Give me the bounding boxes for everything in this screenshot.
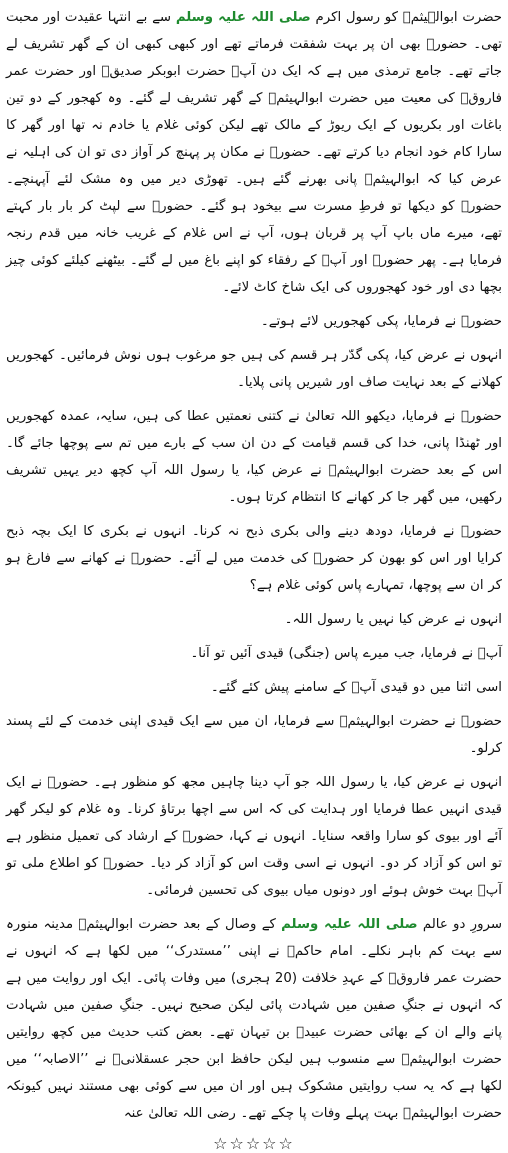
- paragraph-11: [6, 911, 502, 1127]
- paragraph-3: [6, 342, 502, 396]
- paragraph-8: [6, 674, 502, 701]
- honorific-text: صلی اللہ علیہ وسلم: [281, 917, 418, 932]
- paragraph-text: حضورؐ نے فرمایا، پکی کھجوریں لائے ہوتے۔: [260, 314, 502, 329]
- paragraph-text: حضرت ابوالہیثمؓ کو رسول اکرم: [310, 10, 502, 25]
- article-body: [6, 4, 502, 1127]
- paragraph-text: حضورؐ نے فرمایا، دودھ دینے والی بکری ذبح نہ کرنا۔ انہوں نے بکری کا ایک بچہ ذبح کرایا اور اس کو بھون کر حضورؐ کی خدمت میں لے آئے۔ حضورؐ نے کھانے سے فارغ ہو کر ان سے پوچھا، تمہارے پاس کوئی غلام ہے؟: [6, 524, 502, 593]
- paragraph-5: [6, 518, 502, 599]
- paragraph-text: آپؐ نے فرمایا، جب میرے پاس (جنگی) قیدی آئیں تو آنا۔: [190, 646, 502, 661]
- paragraph-text: کے وصال کے بعد حضرت ابوالہیثمؓ مدینہ منورہ سے بہت کم باہر نکلے۔ امام حاکمؒ نے اپنی ’’مستدرک‘‘ میں لکھا ہے کہ انہوں نے حضرت عمر فاروقؓ کے عہدِ خلافت (20 ہجری) میں وفات پائی۔ ایک اور روایت میں ہے کہ انہوں نے جنگِ صفین میں شہادت پائی لیکن صحیح نہیں۔ جنگِ صفین میں شہادت پانے والے ان کے بھائی حضرت عبیدؓ بن تیہان تھے۔ بعض کتب حدیث میں کچھ روایتیں حضرت ابوالہیثمؓ سے منسوب ہیں لیکن حافظ ابن حجر عسقلانیؒ نے ’’الاصابہ‘‘ میں لکھا ہے کہ یہ سب روایتیں مشکوک ہیں اور ان میں سے کوئی بھی مستند نہیں کیونکہ حضرت ابوالہیثمؓ بہت پہلے وفات پا چکے تھے۔ رضی اللہ تعالیٰ عنہ: [6, 917, 502, 1121]
- end-stars: ☆☆☆☆☆: [213, 1134, 295, 1153]
- paragraph-1: [6, 4, 502, 301]
- paragraph-text: اسی اثنا میں دو قیدی آپؐ کے سامنے پیش کئے گئے۔: [210, 680, 502, 695]
- paragraph-text: حضورؐ نے فرمایا، دیکھو اللہ تعالیٰ نے کتنی نعمتیں عطا کی ہیں، سایہ، عمدہ کھجوریں اور ٹھنڈا پانی، خدا کی قسم قیامت کے دن ان سب کے بارے میں تم سے پوچھا جائے گا۔ اس کے بعد حضرت ابوالہیثمؓ نے عرض کیا، یا رسول اللہ آپ کچھ دیر یہیں تشریف رکھیں، میں گھر جا کر کھانے کا انتظام کرتا ہوں۔: [6, 409, 502, 505]
- paragraph-text: انہوں نے عرض کیا، یا رسول اللہ جو آپ دینا چاہیں مجھ کو منظور ہے۔ حضورؐ نے ایک قیدی انہیں عطا فرمایا اور ہدایت کی کہ اس سے اچھا برتاؤ کرنا۔ وہ غلام کو لیکر گھر آئے اور بیوی کو سارا واقعہ سنایا۔ انہوں نے کہا، حضورؐ کے ارشاد کی تعمیل منظور ہے تو اس کو آزاد کر دو۔ انہوں نے اسی وقت اس کو آزاد کر دیا۔ حضورؐ کو اطلاع ملی تو آپؐ بہت خوش ہوئے اور دونوں میاں بیوی کی تحسین فرمائی۔: [6, 775, 502, 898]
- paragraph-text: سے بے انتہا عقیدت اور محبت تھی۔ حضورؐ بھی ان پر بہت شفقت فرماتے تھے اور کبھی کبھی ان کے گھر تشریف لے جاتے تھے۔ جامع ترمذی میں ہے کہ ایک دن آپؐ حضرت ابوبکر صدیقؓ اور حضرت عمر فاروقؓ کی معیت میں حضرت ابوالہیثمؓ کے گھر تشریف لے گئے۔ وہ کھجور کے دو تین باغات اور بکریوں کے ایک ریوڑ کے مالک تھے لیکن کوئی غلام یا خادم نہ تھا اور گھر کا سارا کام خود انجام دیا کرتے تھے۔ حضورؐ نے مکان پر پہنچ کر آواز دی تو ان کی اہلیہ نے عرض کیا کہ ابوالہیثمؓ پانی بھرنے گئے ہیں۔ تھوڑی دیر میں وہ مشک لئے آپہنچے۔ حضورؐ کو دیکھا تو فرطِ مسرت سے بیخود ہو گئے۔ حضورؐ سے لپٹ کر بار بار کہتے تھے، میرے ماں باپ آپ پر قربان ہوں، آپ نے اس غلام کے غریب خانہ میں قدم رنجہ فرمایا ہے۔ پھر حضورؐ اور آپؐ کے رفقاء کو اپنے باغ میں لے گئے۔ بیٹھنے کیلئے کوئی چیز بچھا دی اور خود کھجوروں کی ایک شاخ کاٹ لائے۔: [6, 10, 502, 295]
- paragraph-7: [6, 640, 502, 667]
- honorific-text: صلی اللہ علیہ وسلم: [175, 10, 311, 25]
- paragraph-text: انہوں نے عرض کیا، پکی گدّر ہر قسم کی ہیں جو مرغوب ہوں نوش فرمائیں۔ کھجوریں کھلانے کے بعد نہایت صاف اور شیریں پانی پلایا۔: [6, 348, 502, 390]
- paragraph-2: [6, 308, 502, 335]
- paragraph-9: [6, 708, 502, 762]
- paragraph-4: [6, 403, 502, 511]
- paragraph-text: سرورِ دو عالم: [417, 917, 502, 932]
- paragraph-text: انہوں نے عرض کیا نہیں یا رسول اللہ۔: [284, 612, 502, 627]
- paragraph-10: [6, 769, 502, 904]
- paragraph-6: [6, 606, 502, 633]
- paragraph-text: حضورؐ نے حضرت ابوالہیثمؓ سے فرمایا، ان میں سے ایک قیدی اپنی خدمت کے لئے پسند کرلو۔: [6, 714, 502, 756]
